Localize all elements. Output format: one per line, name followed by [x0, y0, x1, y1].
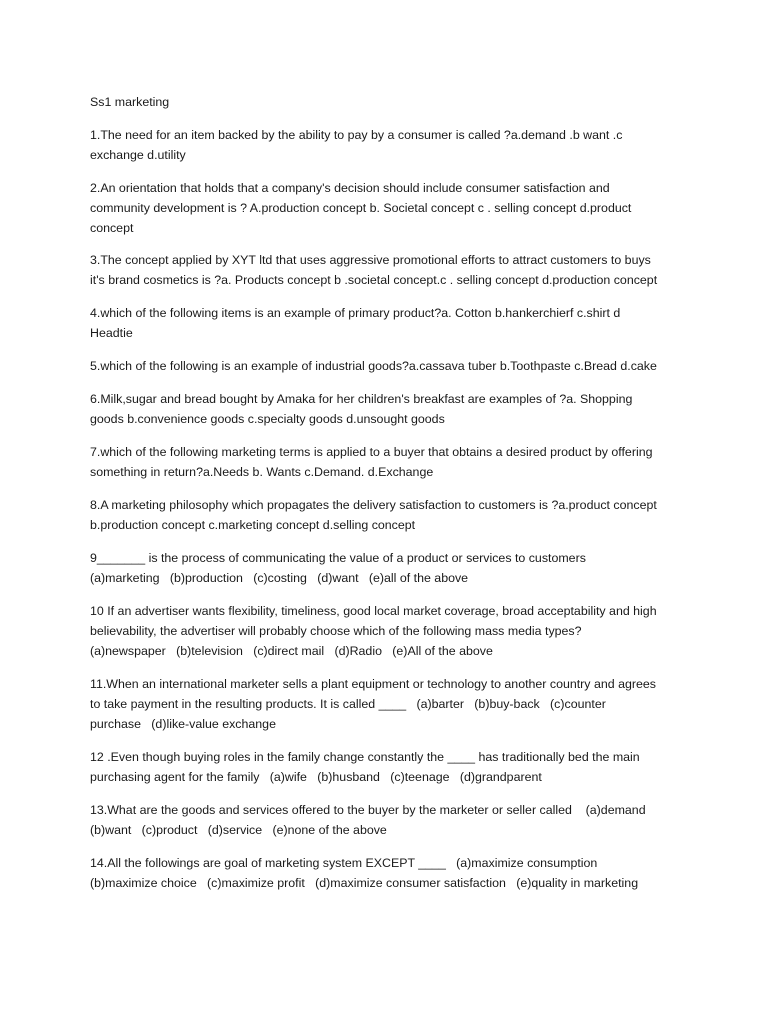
question-7 [90, 442, 653, 482]
document-title: Ss1 marketing [90, 95, 170, 109]
question-line: 3.The concept applied by XYT ltd that uses aggressive promotional efforts to attract customers to buys [90, 253, 651, 267]
question-line: (a)newspaper (b)television (c)direct mail (d)Radio (e)All of the above [90, 644, 493, 658]
question-line: 4.which of the following items is an example of primary product?a. Cotton b.hankerchierf c.shirt d [90, 306, 621, 320]
question-line: 6.Milk,sugar and bread bought by Amaka for her children's breakfast are examples of ?a. Shopping [90, 392, 633, 406]
question-9 [90, 548, 586, 588]
question-line: exchange d.utility [90, 148, 186, 162]
question-10 [90, 601, 657, 661]
question-line: purchasing agent for the family (a)wife (b)husband (c)teenage (d)grandparent [90, 770, 542, 784]
question-line: 13.What are the goods and services offered to the buyer by the marketer or seller called (a)demand [90, 803, 646, 817]
question-12 [90, 747, 640, 787]
question-8 [90, 495, 657, 535]
question-line: (b)want (c)product (d)service (e)none of the above [90, 823, 387, 837]
question-line: 11.When an international marketer sells a plant equipment or technology to another country and agrees [90, 677, 656, 691]
question-line: Headtie [90, 326, 133, 340]
question-1 [90, 125, 622, 165]
question-line: community development is ? A.production concept b. Societal concept c . selling concept d.product [90, 201, 632, 215]
question-line: 14.All the followings are goal of marketing system EXCEPT ____ (a)maximize consumption [90, 856, 598, 870]
question-line: believability, the advertiser will probably choose which of the following mass media types? [90, 624, 582, 638]
question-line: 9_______ is the process of communicating the value of a product or services to customers [90, 551, 586, 565]
question-11 [90, 674, 656, 734]
question-line: (b)maximize choice (c)maximize profit (d)maximize consumer satisfaction (e)quality in marketing [90, 876, 639, 890]
question-line: 12 .Even though buying roles in the family change constantly the ____ has traditionally bed the main [90, 750, 640, 764]
question-line: (a)marketing (b)production (c)costing (d)want (e)all of the above [90, 571, 469, 585]
question-line: to take payment in the resulting products. It is called ____ (a)barter (b)buy-back (c)counter [90, 697, 606, 711]
question-line: something in return?a.Needs b. Wants c.Demand. d.Exchange [90, 465, 434, 479]
question-14 [90, 853, 638, 893]
question-line: 7.which of the following marketing terms is applied to a buyer that obtains a desired product by offering [90, 445, 653, 459]
question-line: 2.An orientation that holds that a company's decision should include consumer satisfaction and [90, 181, 610, 195]
question-4 [90, 303, 620, 343]
question-13 [90, 800, 646, 840]
question-line: concept [90, 221, 134, 235]
question-line: it's brand cosmetics is ?a. Products concept b .societal concept.c . selling concept d.production concept [90, 273, 658, 287]
question-line: 5.which of the following is an example of industrial goods?a.cassava tuber b.Toothpaste c.Bread d.cake [90, 359, 657, 373]
question-3 [90, 250, 657, 290]
question-2 [90, 178, 631, 238]
question-line: 1.The need for an item backed by the ability to pay by a consumer is called ?a.demand .b want .c [90, 128, 623, 142]
question-line: 10 If an advertiser wants flexibility, timeliness, good local market coverage, broad acceptability and high [90, 604, 657, 618]
question-5 [90, 356, 657, 376]
question-line: purchase (d)like-value exchange [90, 717, 276, 731]
question-line: 8.A marketing philosophy which propagates the delivery satisfaction to customers is ?a.product concept [90, 498, 657, 512]
question-line: b.production concept c.marketing concept d.selling concept [90, 518, 416, 532]
question-line: goods b.convenience goods c.specialty goods d.unsought goods [90, 412, 445, 426]
question-6 [90, 389, 632, 429]
